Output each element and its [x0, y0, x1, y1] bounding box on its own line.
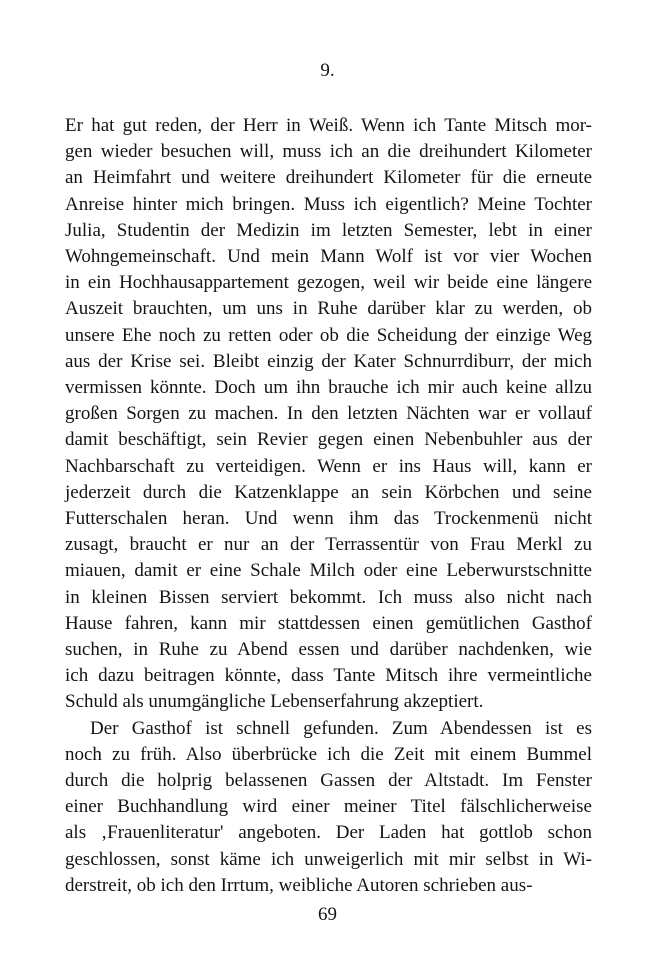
- text-line: damit beschäftigt, sein Revier gegen einen Nebenbuhler aus der: [65, 429, 592, 451]
- text-line: einer Buchhandlung wird einer meiner Titel fälschlicherweise: [65, 796, 592, 818]
- text-line: geschlossen, sonst käme ich unweigerlich mit mir selbst in Wi-: [65, 848, 592, 870]
- text-line: unsere Ehe noch zu retten oder ob die Scheidung der einzige Weg: [65, 324, 592, 346]
- text-line: in ein Hochhausappartement gezogen, weil wir beide eine längere: [65, 272, 592, 294]
- chapter-number: 9.: [320, 60, 335, 81]
- text-line: Auszeit brauchten, um uns in Ruhe darüber klar zu werden, ob: [65, 298, 592, 320]
- text-line: miauen, damit er eine Schale Milch oder eine Leberwurstschnitte: [65, 560, 592, 582]
- text-line: vermissen könnte. Doch um ihn brauche ich mir auch keine allzu: [65, 377, 592, 399]
- text-line: Nachbarschaft zu verteidigen. Wenn er ins Haus will, kann er: [65, 455, 592, 477]
- text-line: suchen, in Ruhe zu Abend essen und darüber nachdenken, wie: [65, 639, 592, 661]
- text-line: aus der Krise sei. Bleibt einzig der Kater Schnurrdiburr, der mich: [65, 350, 592, 372]
- text-line: gen wieder besuchen will, muss ich an die dreihundert Kilometer: [65, 141, 592, 163]
- text-line: großen Sorgen zu machen. In den letzten Nächten war er vollauf: [65, 403, 592, 425]
- text-line: Wohngemeinschaft. Und mein Mann Wolf ist vor vier Wochen: [65, 246, 592, 268]
- text-line: derstreit, ob ich den Irrtum, weibliche Autoren schrieben aus-: [65, 874, 533, 896]
- text-line: Futterschalen heran. Und wenn ihm das Trockenmenü nicht: [65, 508, 592, 530]
- text-line: zusagt, braucht er nur an der Terrassentür von Frau Merkl zu: [65, 534, 592, 556]
- paragraph-1: [65, 113, 592, 716]
- text-line: ich dazu beitragen könnte, dass Tante Mitsch ihre vermeintliche: [65, 665, 592, 687]
- text-line: Er hat gut reden, der Herr in Weiß. Wenn ich Tante Mitsch mor-: [65, 115, 592, 136]
- text-line: noch zu früh. Also überbrücke ich die Zeit mit einem Bummel: [65, 743, 592, 765]
- text-line: durch die holprig belassenen Gassen der Altstadt. Im Fenster: [65, 770, 592, 792]
- text-line: als ‚Frauenliteratur' angeboten. Der Laden hat gottlob schon: [65, 822, 592, 844]
- body-text: [65, 113, 592, 899]
- text-line: jederzeit durch die Katzenklappe an sein Körbchen und seine: [65, 481, 592, 503]
- text-line: Hause fahren, kann mir stattdessen einen gemütlichen Gasthof: [65, 612, 592, 634]
- paragraph-2: [65, 716, 592, 899]
- text-line: Der Gasthof ist schnell gefunden. Zum Abendessen ist es: [90, 717, 592, 739]
- text-line: Julia, Studentin der Medizin im letzten Semester, lebt in einer: [65, 219, 592, 241]
- page-number: 69: [318, 904, 337, 925]
- text-line: Anreise hinter mich bringen. Muss ich eigentlich? Meine Tochter: [65, 193, 592, 215]
- text-line: in kleinen Bissen serviert bekommt. Ich muss also nicht nach: [65, 586, 592, 608]
- text-line: Schuld als unumgängliche Lebenserfahrung akzeptiert.: [65, 691, 484, 713]
- text-line: an Heimfahrt und weitere dreihundert Kilometer für die erneute: [65, 167, 592, 189]
